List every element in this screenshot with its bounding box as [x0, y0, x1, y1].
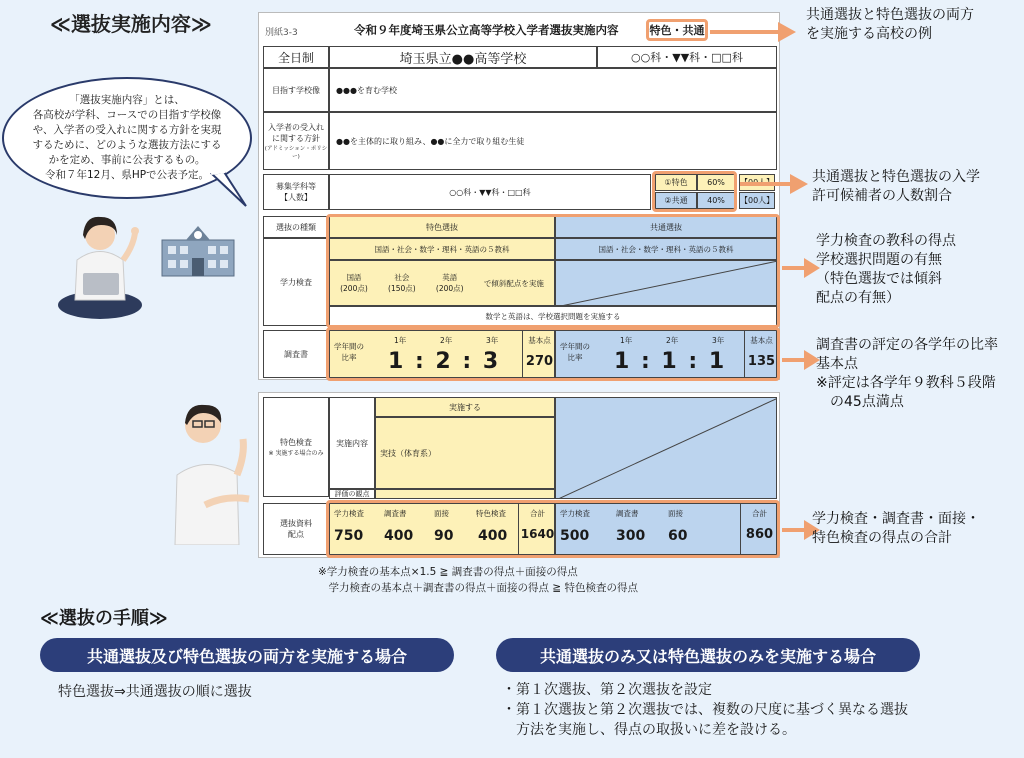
- jisshi-suru: 実施する: [375, 397, 555, 417]
- procedure-right-pill: 共通選抜のみ又は特色選抜のみを実施する場合: [496, 638, 920, 672]
- gakko-sentaku-note: 数学と英語は、学校選択問題を実施する: [329, 306, 777, 326]
- selection-document: [258, 12, 780, 380]
- scoring-notes: ※学力検査の基本点×1.5 ≧ 調査書の得点＋面接の得点 学力検査の基本点＋調査書の得点＋面接の得点 ≧ 特色検査の得点: [318, 566, 638, 594]
- annotation-2: 共通選抜と特色選抜の入学 許可候補者の人数割合: [812, 169, 980, 204]
- gakuryoku-highlight: [326, 214, 780, 328]
- annotation-1: 共通選抜と特色選抜の両方 を実施する高校の例: [806, 7, 974, 42]
- row-label-policy: 入学者の受入れ に関する方針 (アドミッション・ポリシー): [263, 112, 329, 170]
- t-gokei: 1640: [520, 527, 555, 541]
- row-label-chosa: 調査書: [263, 330, 329, 378]
- kyotsu-chosa: 学年間の 比率 1年 2年 3年 1 : 1 : 1 基本点 135: [555, 330, 777, 378]
- points-highlight: [326, 500, 780, 558]
- hyoka-label: 評価の観点: [329, 489, 375, 499]
- recruit-value: ○○科・▼▼科・□□科: [329, 174, 651, 210]
- procedure-title: ≪選抜の手順≫: [40, 608, 168, 629]
- procedure-left-text: 特色選抜⇒共通選抜の順に選抜: [58, 684, 252, 700]
- arrow-2: [740, 172, 810, 196]
- page-title: ≪選抜実施内容≫: [50, 12, 212, 36]
- kyotsu-kihon: 135: [747, 354, 776, 369]
- tokushoku-ratio-label: ①特色: [655, 174, 697, 191]
- chosa-highlight: [326, 327, 780, 381]
- tokushoku-ratio: 1 : 2 : 3: [388, 349, 501, 374]
- departments-cell: ○○科・▼▼科・□□科: [597, 46, 777, 68]
- annotation-4: 調査書の評定の各学年の比率 基本点 ※評定は各学年９教科５段階 の45点満点: [816, 337, 998, 410]
- kyotsu-points: 学力検査 調査書 面接 500 300 60 合計 860: [555, 503, 777, 555]
- k-chosa: 300: [616, 528, 646, 544]
- kyotsu-ratio: 1 : 1 : 1: [614, 349, 727, 374]
- doc-title: 令和９年度埼玉県公立高等学校入学者選抜実施内容: [354, 23, 619, 37]
- keisha-row: 国語 (200点) 社会 (150点) 英語 (200点) で傾斜配点を実施: [329, 260, 555, 306]
- tokushoku-ratio-value: 60%: [697, 174, 735, 191]
- row-label-shiryo: 選抜資料 配点: [263, 503, 329, 555]
- arrow-1: [710, 8, 800, 48]
- hyoka-value: [375, 489, 555, 499]
- row-label-ideal: 目指す学校像: [263, 68, 329, 112]
- tokushoku-header: 特色選抜: [329, 216, 555, 238]
- selection-badge: 特色・共通: [646, 19, 708, 41]
- row-label-recruit: 募集学科等 【人数】: [263, 174, 329, 210]
- kyotsu-header: 共通選抜: [555, 216, 777, 238]
- school-building-icon: [158, 222, 238, 278]
- kyotsu-count: 【00人】: [739, 192, 775, 209]
- row-label-tokushoku-kensa: 特色検査 ※ 実施する場合のみ: [263, 397, 329, 497]
- k-gakuryoku: 500: [560, 528, 590, 544]
- jitsugi-value: 実技（体育系）: [375, 417, 555, 489]
- row-label-type: 選抜の種類: [263, 216, 329, 238]
- tokushoku-points: 学力検査 調査書 面接 特色検査 750 400 90 400 合計 1640: [329, 503, 555, 555]
- kyotsu-ratio-value: 40%: [697, 192, 735, 209]
- school-name-cell: 埼玉県立●●高等学校: [329, 46, 597, 68]
- selection-document-lower: [258, 392, 780, 558]
- t-mensetsu: 90: [434, 528, 454, 544]
- ratio-highlight: [652, 171, 737, 212]
- bubble-tail: [210, 170, 250, 210]
- k-gokei: 860: [745, 527, 774, 542]
- ideal-value: ●●●を育む学校: [329, 68, 777, 112]
- tokushoku-kihon: 270: [525, 354, 554, 369]
- tokushoku-subjects: 国語・社会・数学・理科・英語の５教科: [329, 238, 555, 260]
- kyotsu-tokushoku-empty: [555, 397, 777, 499]
- bubble-text: 「選抜実施内容」とは、 各高校が学科、コースでの目指す学校像 や、入学者の受入れに関する方針を実現 するために、どのような選抜方法にする かを定め、事前に公表するもの。 令和７年12月、県HPで公表予定。: [32, 94, 222, 181]
- teacher-man-illustration: [165, 395, 255, 545]
- course-type-cell: 全日制: [263, 46, 329, 68]
- tokushoku-chosa: 学年間の 比率 1年 2年 3年 1 : 2 : 3 基本点 270: [329, 330, 555, 378]
- t-gakuryoku: 750: [334, 528, 364, 544]
- procedure-left-pill: 共通選抜及び特色選抜の両方を実施する場合: [40, 638, 454, 672]
- doc-label: 別紙3-3: [265, 28, 298, 38]
- student-woman-illustration: [55, 205, 155, 325]
- annotation-5: 学力検査・調査書・面接・ 特色検査の得点の合計: [812, 511, 980, 546]
- kyotsu-ratio-label: ②共通: [655, 192, 697, 209]
- k-mensetsu: 60: [668, 528, 688, 544]
- t-tokushoku: 400: [478, 528, 508, 544]
- jisshi-naiyo-label: 実施内容: [329, 397, 375, 489]
- row-label-gakuryoku: 学力検査: [263, 238, 329, 326]
- t-chosa: 400: [384, 528, 414, 544]
- kyotsu-subjects: 国語・社会・数学・理科・英語の５教科: [555, 238, 777, 260]
- annotation-3: 学力検査の教科の得点 学校選択問題の有無 （特色選抜では傾斜 配点の有無）: [816, 233, 956, 306]
- procedure-right-text: ・第１次選抜、第２次選抜を設定 ・第１次選抜と第２次選抜では、複数の尺度に基づく異なる選抜 方法を実施し、得点の取扱いに差を設ける。: [502, 682, 908, 738]
- policy-value: ●●を主体的に取り組み、●●に全力で取り組む生徒: [329, 112, 777, 170]
